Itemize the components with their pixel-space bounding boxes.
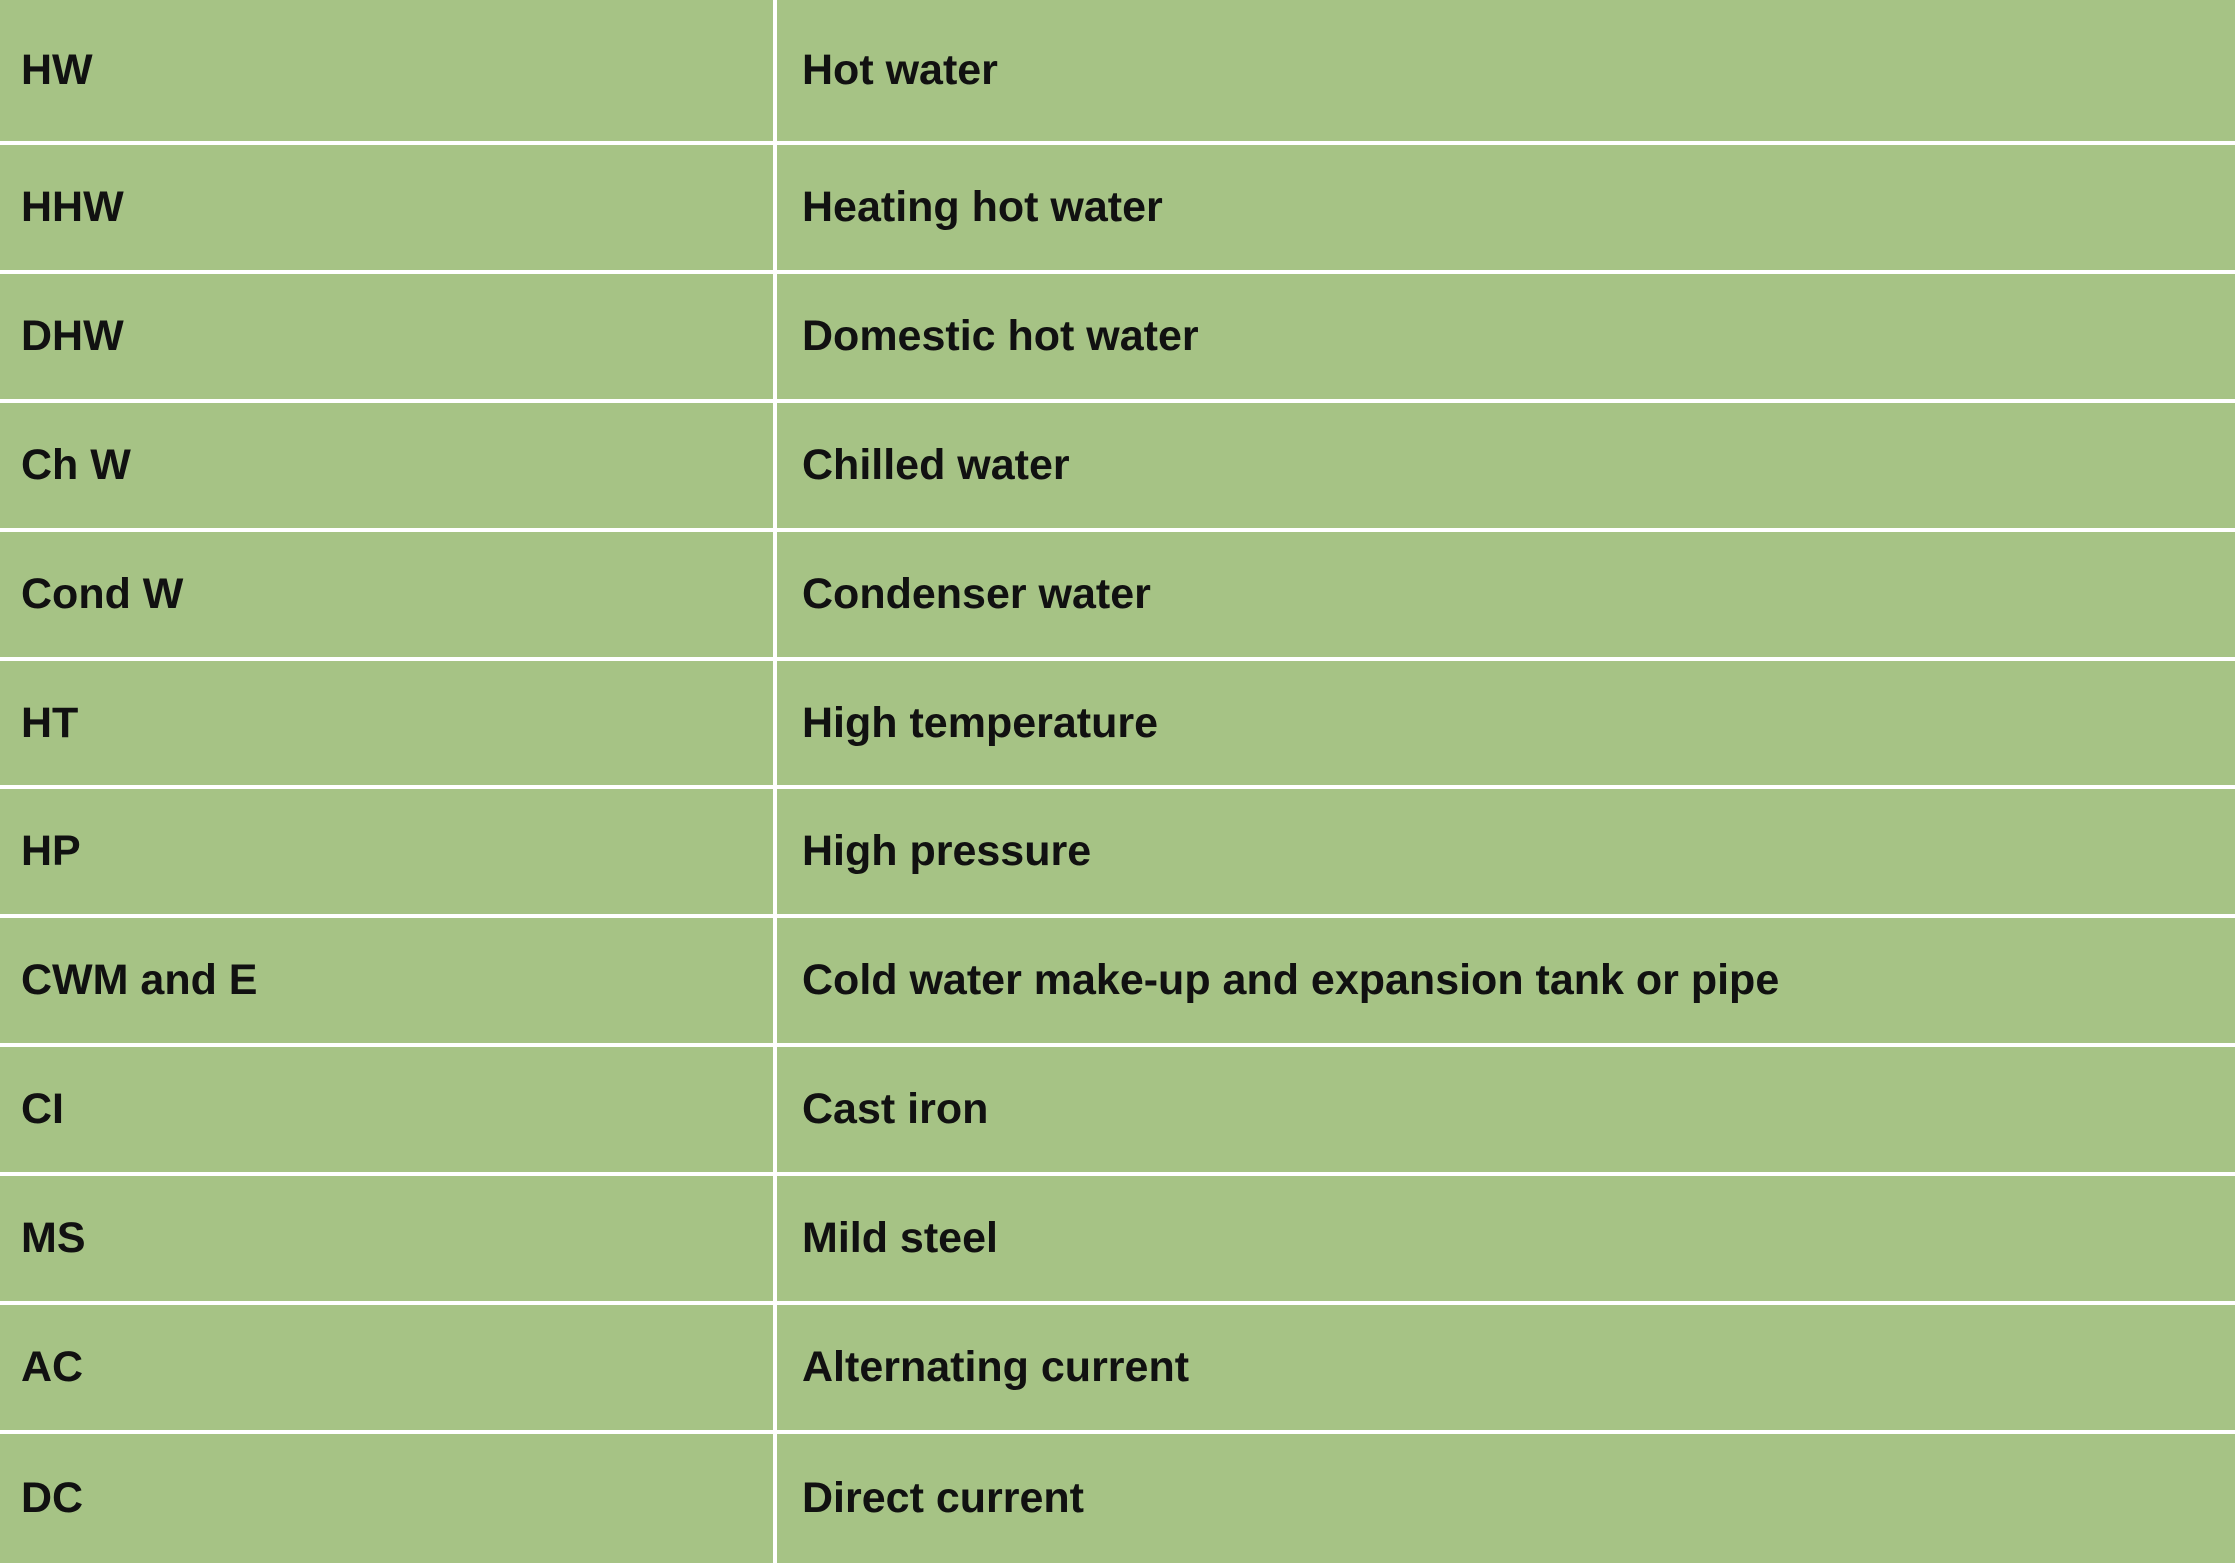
abbreviation-cell: AC xyxy=(0,1305,777,1434)
abbreviation-cell: Ch W xyxy=(0,403,777,532)
abbreviation-cell: HHW xyxy=(0,145,777,274)
meaning-cell: Domestic hot water xyxy=(777,274,2235,403)
abbreviation-cell: CI xyxy=(0,1047,777,1176)
abbreviation-cell: CWM and E xyxy=(0,918,777,1047)
meaning-cell: High pressure xyxy=(777,789,2235,918)
meaning-cell: Heating hot water xyxy=(777,145,2235,274)
meaning-cell: Direct current xyxy=(777,1434,2235,1563)
abbreviation-cell: HW xyxy=(0,0,777,145)
meaning-cell: Cold water make-up and expansion tank or pipe xyxy=(777,918,2235,1047)
abbreviation-cell: DHW xyxy=(0,274,777,403)
abbreviation-cell: HT xyxy=(0,661,777,790)
meaning-cell: Condenser water xyxy=(777,532,2235,661)
meaning-cell: High temperature xyxy=(777,661,2235,790)
abbreviation-cell: MS xyxy=(0,1176,777,1305)
abbreviation-cell: Cond W xyxy=(0,532,777,661)
meaning-cell: Cast iron xyxy=(777,1047,2235,1176)
meaning-cell: Hot water xyxy=(777,0,2235,145)
abbreviation-cell: DC xyxy=(0,1434,777,1563)
abbreviation-cell: HP xyxy=(0,789,777,918)
meaning-cell: Mild steel xyxy=(777,1176,2235,1305)
meaning-cell: Chilled water xyxy=(777,403,2235,532)
meaning-cell: Alternating current xyxy=(777,1305,2235,1434)
